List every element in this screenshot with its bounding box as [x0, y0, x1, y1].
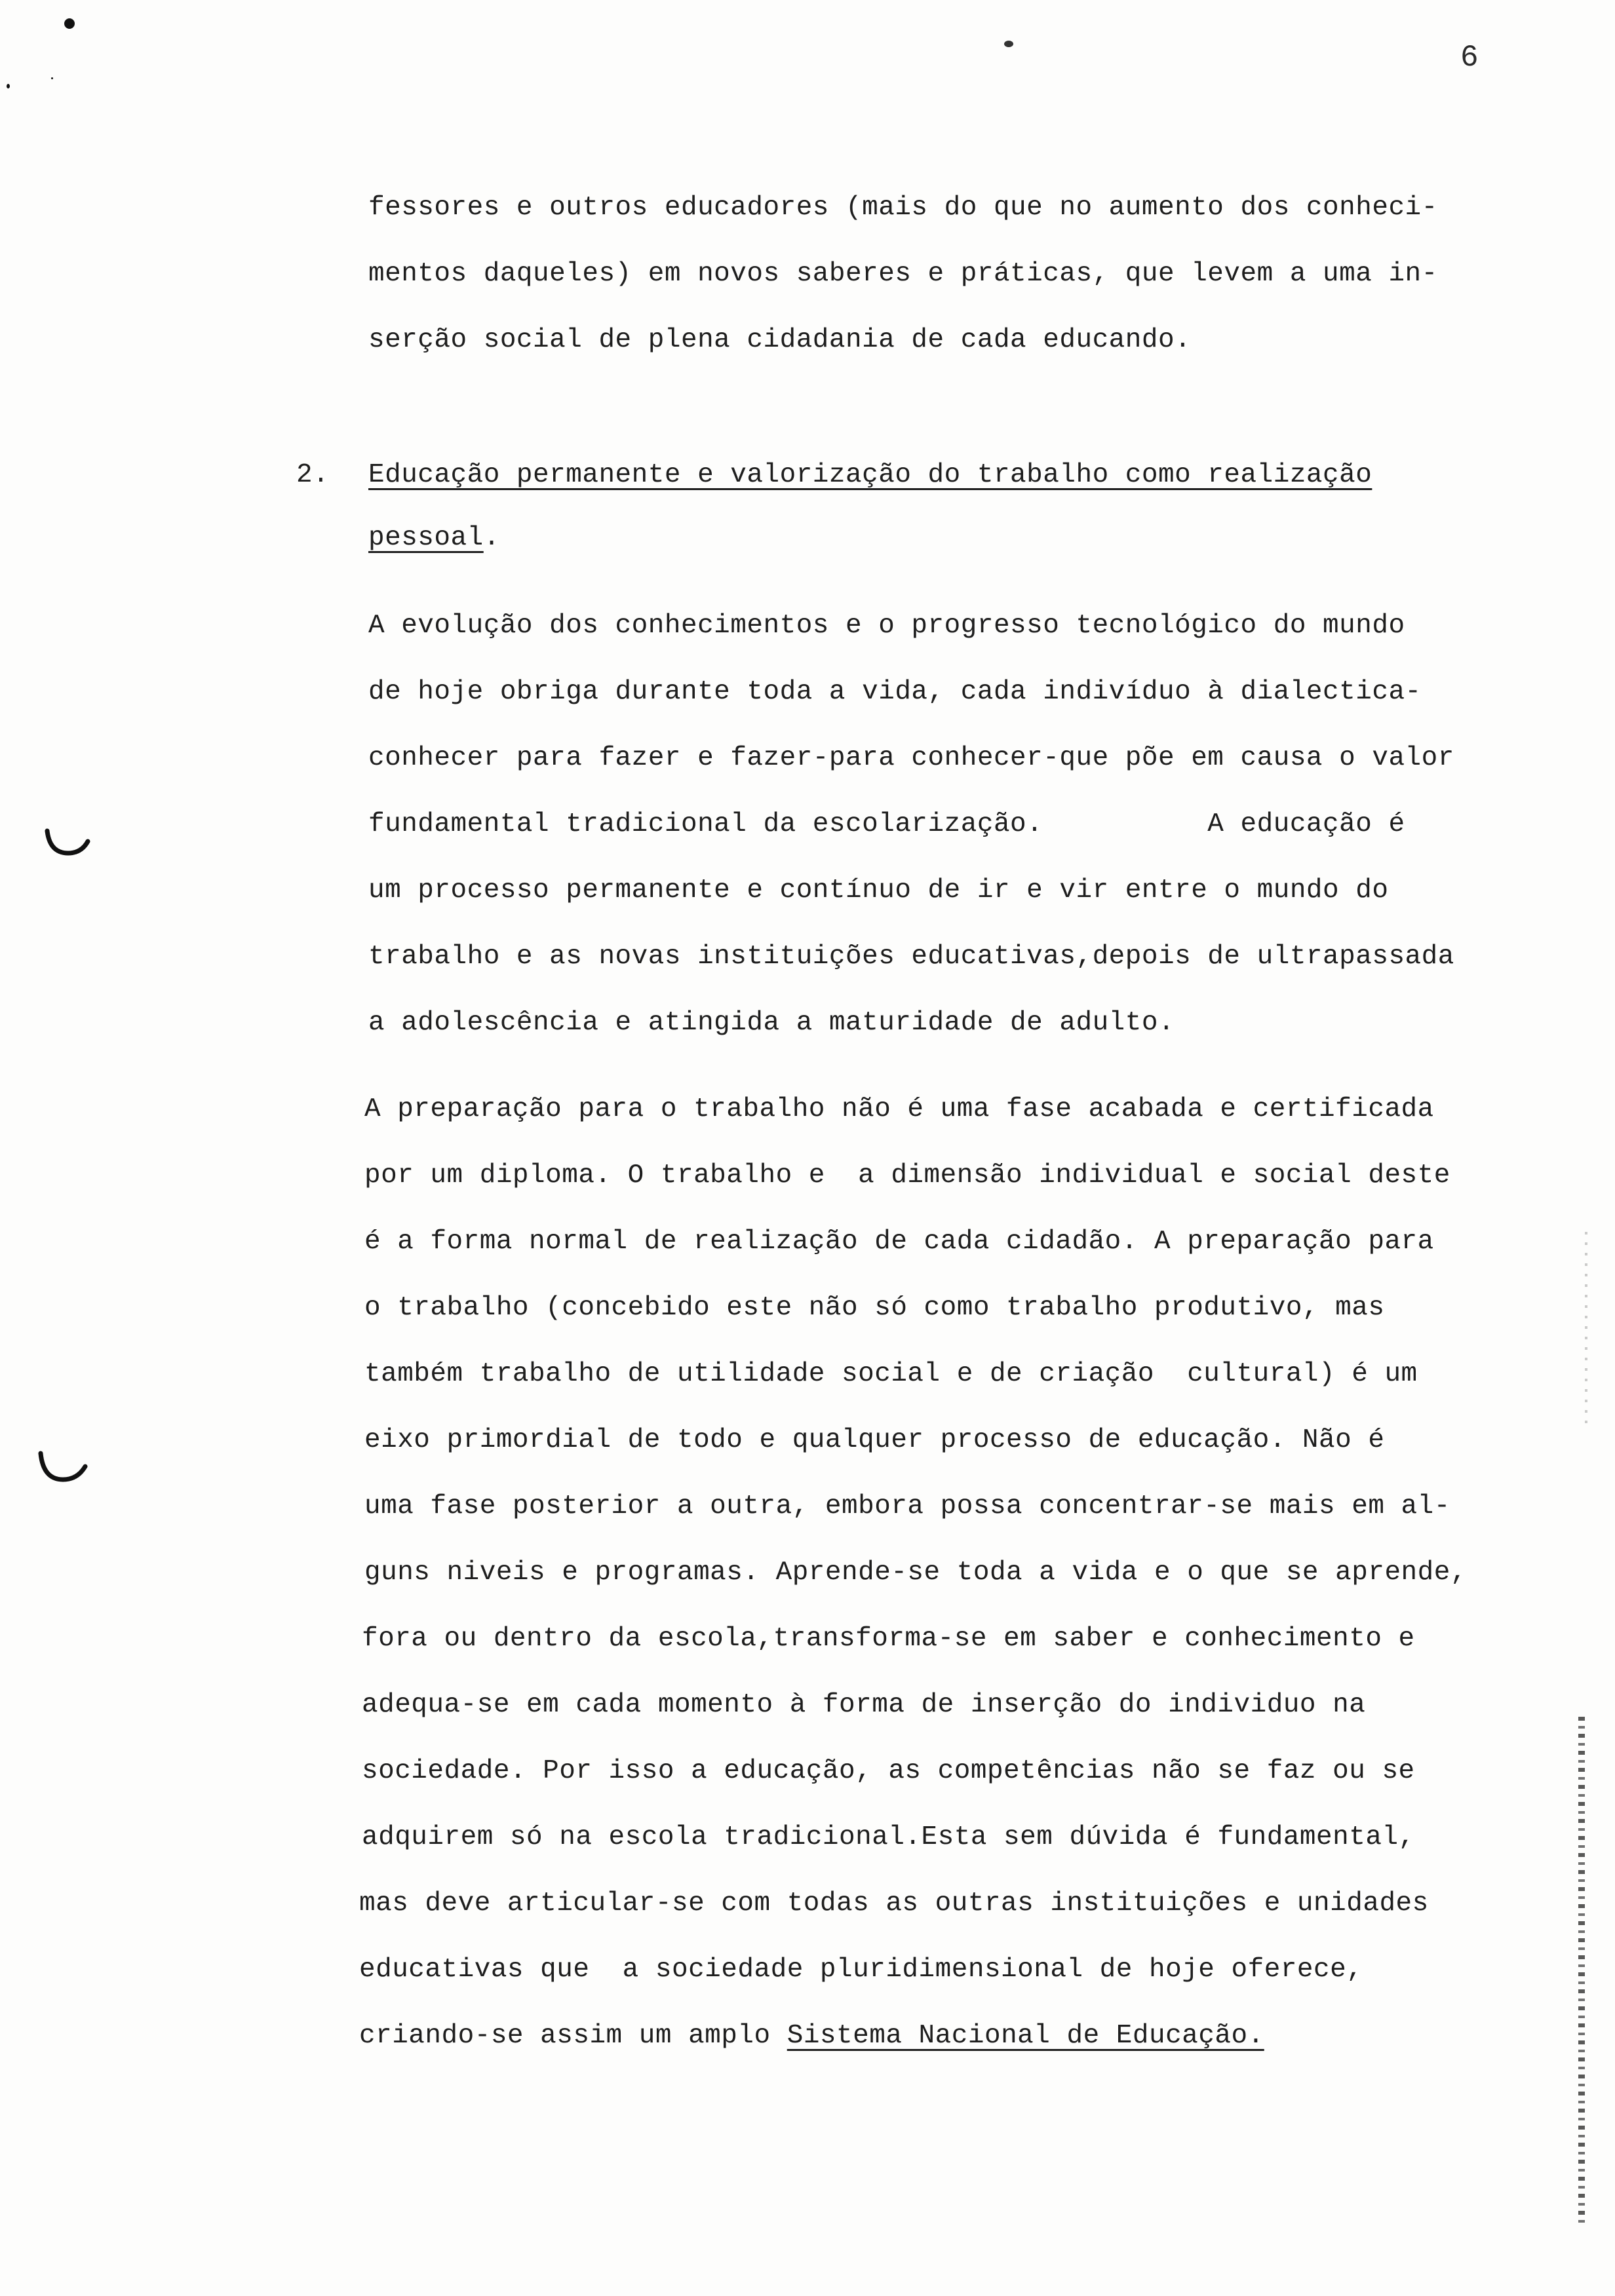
text-line: serção social de plena cidadania de cada educando.: [368, 325, 1192, 355]
text-line: A preparação para o trabalho não é uma fase acabada e certificada: [364, 1094, 1434, 1124]
text-line: guns niveis e programas. Aprende-se toda a vida e o que se aprende,: [364, 1558, 1467, 1588]
text-line: A evolução dos conhecimentos e o progresso tecnológico do mundo: [368, 611, 1405, 641]
text-line: é a forma normal de realização de cada cidadão. A preparação para: [364, 1227, 1434, 1257]
scan-speck: [1004, 41, 1013, 47]
section-heading: Educação permanente e valorização do trabalho como realização: [368, 460, 1372, 490]
punch-mark-dot: [64, 18, 75, 29]
text-line: trabalho e as novas instituições educativas,depois de ultrapassada: [368, 942, 1454, 972]
text-line: uma fase posterior a outra, embora possa concentrar-se mais em al-: [364, 1491, 1450, 1521]
text-line: conhecer para fazer e fazer-para conhecer-que põe em causa o valor: [368, 743, 1454, 773]
section-number: 2.: [296, 460, 330, 490]
binding-hole-mark-upper: [45, 827, 90, 858]
text-line: eixo primordial de todo e qualquer processo de educação. Não é: [364, 1425, 1385, 1455]
page-number: 6: [1460, 41, 1479, 75]
text-line: o trabalho (concebido este não só como trabalho produtivo, mas: [364, 1293, 1385, 1323]
scan-speck: [51, 77, 53, 79]
text-line: mentos daqueles) em novos saberes e práticas, que levem a uma in-: [368, 259, 1438, 289]
final-line-text: criando-se assim um amplo: [359, 2021, 787, 2051]
text-line: de hoje obriga durante toda a vida, cada indivíduo à dialectica-: [368, 677, 1422, 707]
text-line: por um diploma. O trabalho e a dimensão individual e social deste: [364, 1160, 1450, 1191]
text-line: adquirem só na escola tradicional.Esta sem dúvida é fundamental,: [362, 1822, 1415, 1852]
text-line: educativas que a sociedade pluridimensional de hoje oferece,: [359, 1955, 1363, 1985]
text-line: também trabalho de utilidade social e de criação cultural) é um: [364, 1359, 1418, 1389]
binding-hole-mark-lower: [38, 1449, 88, 1486]
text-line: fundamental tradicional da escolarização. A educação é: [368, 809, 1405, 839]
scan-speck: [7, 84, 10, 88]
page-edge-binding-shadow-faint: [1585, 1232, 1587, 1428]
text-line: fora ou dentro da escola,transforma-se em saber e conhecimento e: [362, 1624, 1415, 1654]
section-heading-continuation: [368, 522, 500, 554]
section-heading-period: .: [483, 523, 500, 553]
text-line: sociedade. Por isso a educação, as competências não se faz ou se: [362, 1756, 1415, 1786]
text-line: fessores e outros educadores (mais do que no aumento dos conheci-: [368, 193, 1438, 223]
text-line: mas deve articular-se com todas as outras instituições e unidades: [359, 1888, 1429, 1919]
page-edge-binding-shadow: [1578, 1717, 1585, 2228]
text-line: adequa-se em cada momento à forma de inserção do individuo na: [362, 1690, 1366, 1720]
section-heading-word: pessoal: [368, 523, 484, 553]
text-line-final: [359, 2019, 1264, 2052]
text-line: um processo permanente e contínuo de ir e vir entre o mundo do: [368, 875, 1389, 906]
system-name-underlined: Sistema Nacional de Educação.: [787, 2021, 1264, 2051]
text-line: a adolescência e atingida a maturidade de adulto.: [368, 1008, 1175, 1038]
